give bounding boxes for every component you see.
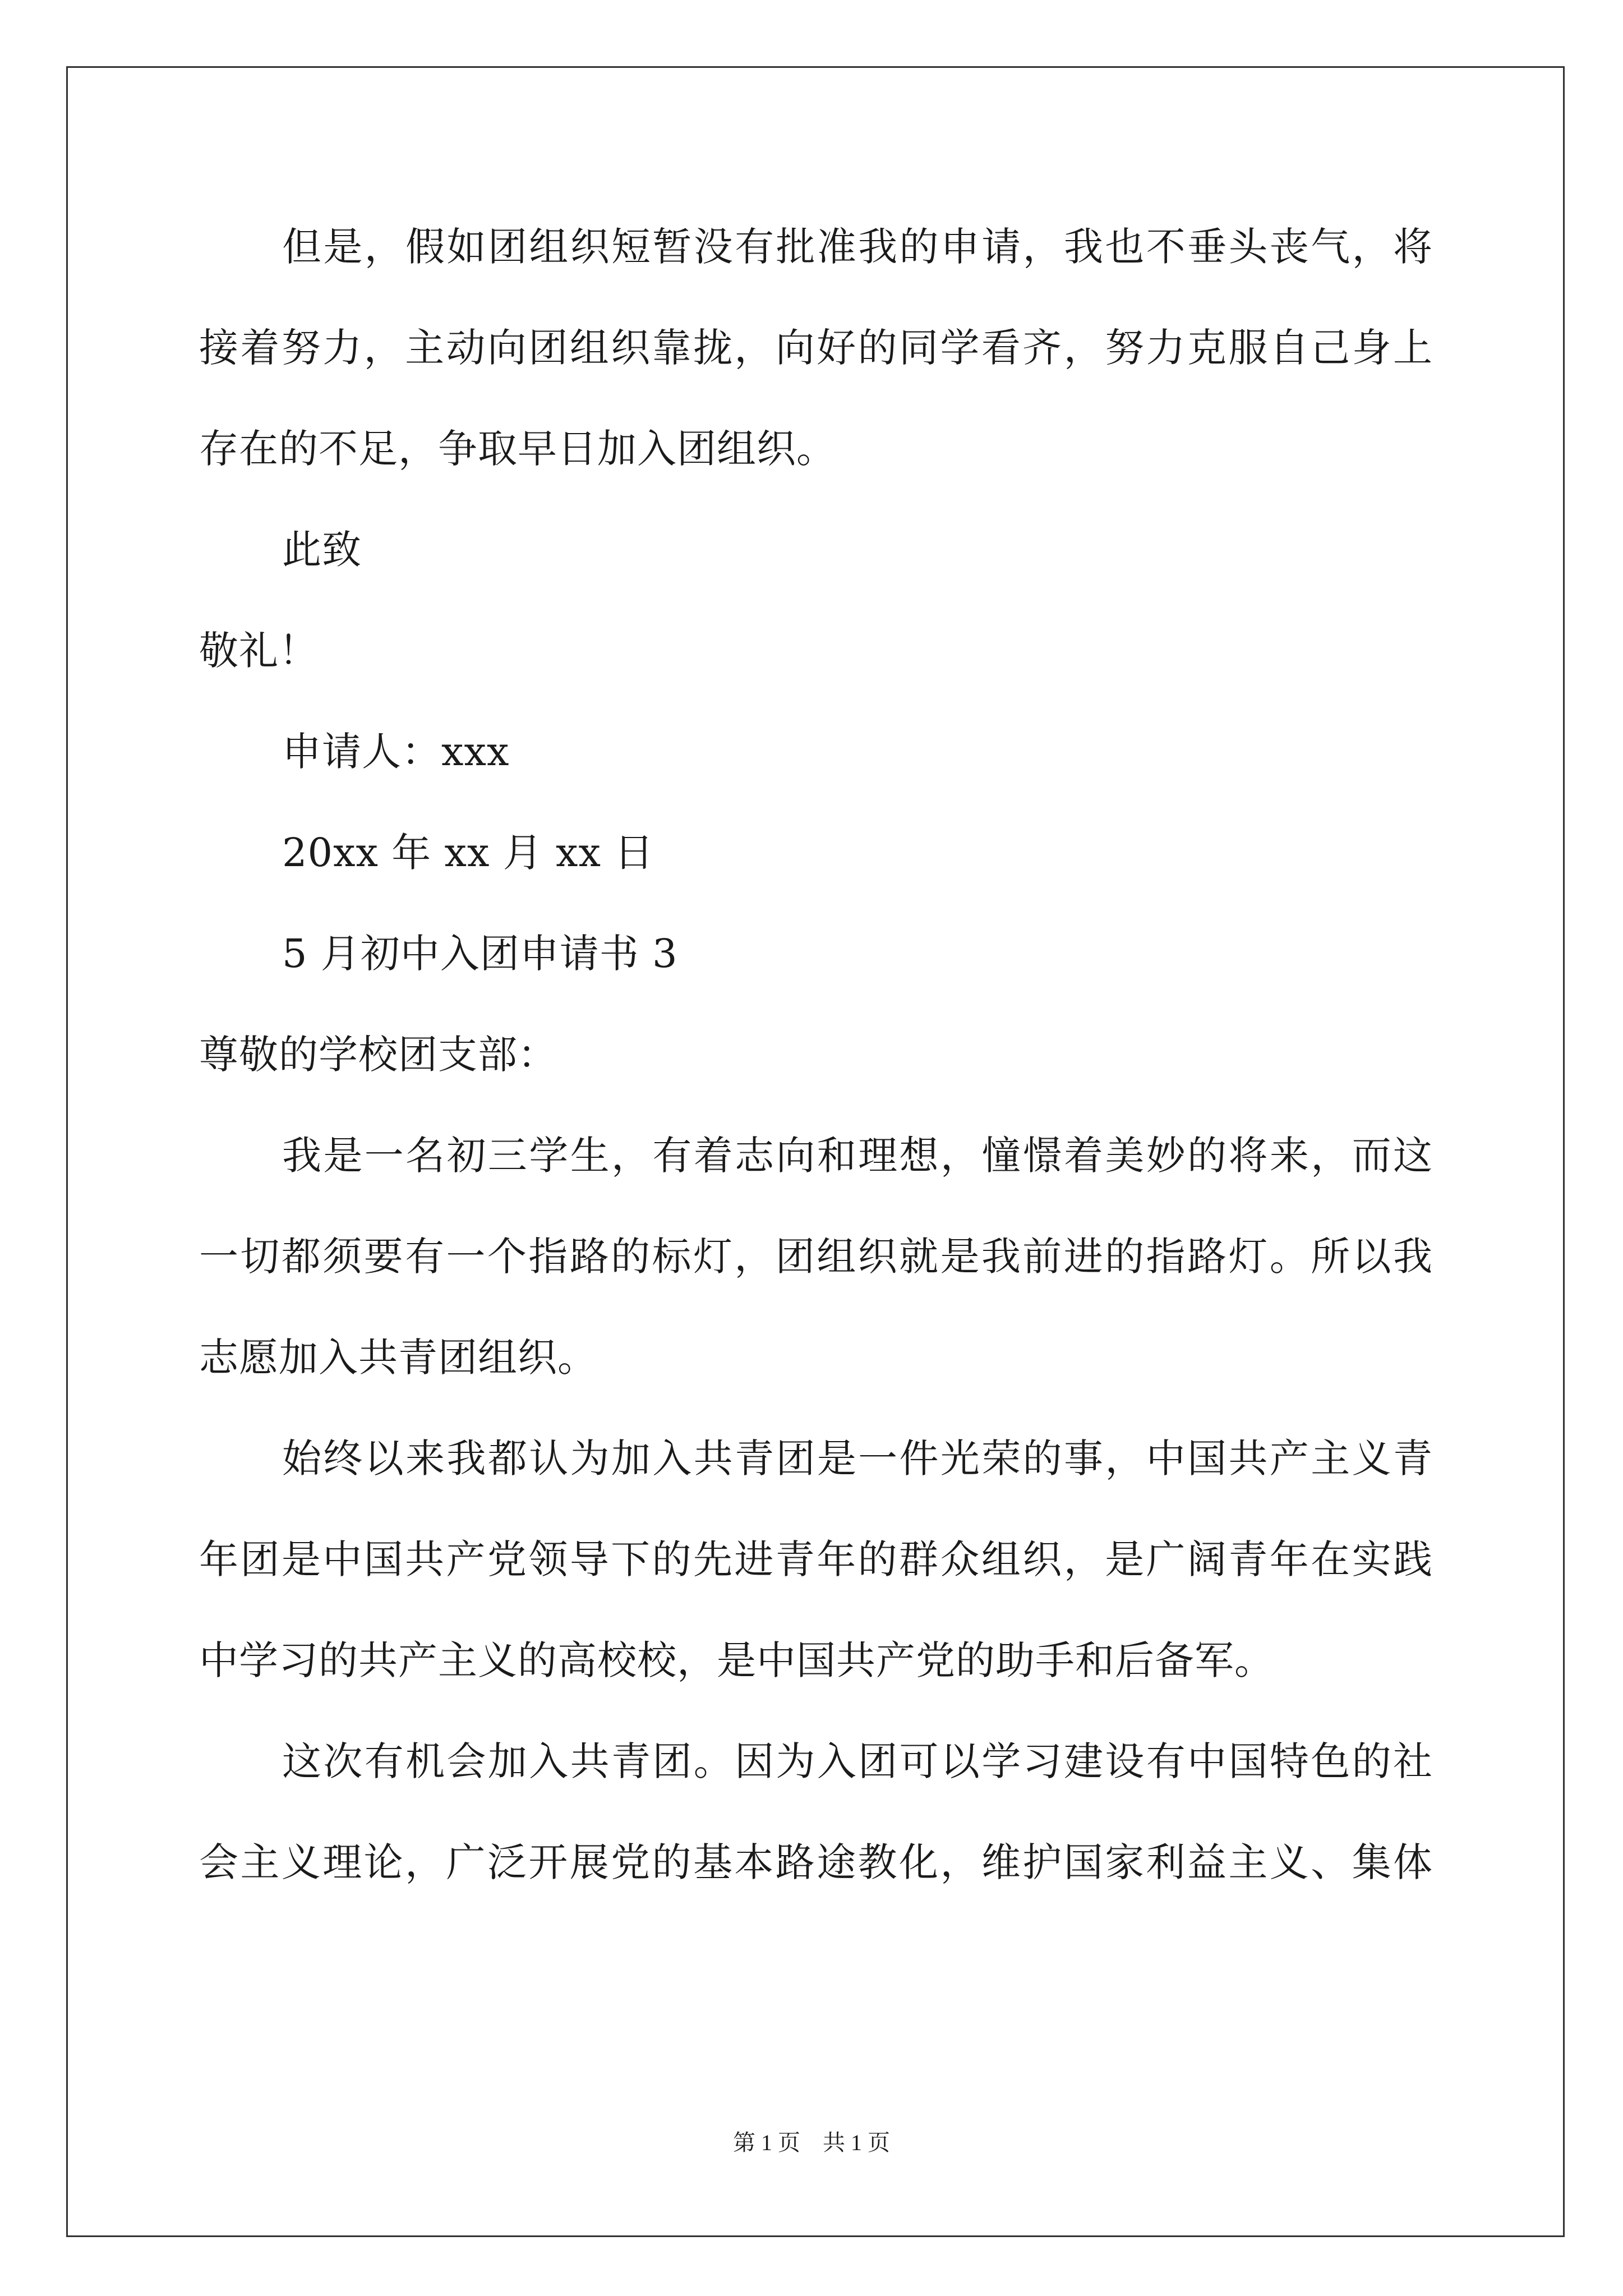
page-number-footer: 第 1 页 共 1 页 [733, 2130, 890, 2155]
paragraph-line: 存在的不足，争取早日加入团组织。 [199, 426, 836, 472]
paragraph-line: 这次有机会加入共青团。因为入团可以学习建设有中国特色的社 [282, 1738, 1433, 1784]
paragraph-line: 会主义理论，广泛开展党的基本路途教化，维护国家利益主义、集体 [199, 1839, 1433, 1885]
paragraph-line: 接着努力，主动向团组织靠拢，向好的同学看齐，努力克服自己身上 [199, 325, 1433, 371]
paragraph-line: 中学习的共产主义的高校校，是中国共产党的助手和后备军。 [199, 1637, 1274, 1683]
section-title: 5 月初中入团申请书 3 [282, 931, 678, 977]
date-line: 20xx 年 xx 月 xx 日 [282, 830, 654, 876]
paragraph-line: 志愿加入共青团组织。 [199, 1335, 597, 1381]
greeting-line: 尊敬的学校团支部： [199, 1032, 557, 1078]
paragraph-line: 始终以来我都认为加入共青团是一件光荣的事，中国共产主义青 [282, 1435, 1433, 1481]
closing-regards: 敬礼！ [199, 628, 319, 674]
applicant-signature: 申请人：xxx [282, 729, 510, 775]
paragraph-line: 年团是中国共产党领导下的先进青年的群众组织，是广阔青年在实践 [199, 1536, 1433, 1582]
paragraph-line: 我是一名初三学生，有着志向和理想，憧憬着美妙的将来，而这 [282, 1133, 1433, 1179]
paragraph-line: 一切都须要有一个指路的标灯，团组织就是我前进的指路灯。所以我 [199, 1234, 1433, 1280]
closing-salutation: 此致 [282, 527, 362, 573]
paragraph-line: 但是，假如团组织短暂没有批准我的申请，我也不垂头丧气，将 [282, 224, 1433, 270]
